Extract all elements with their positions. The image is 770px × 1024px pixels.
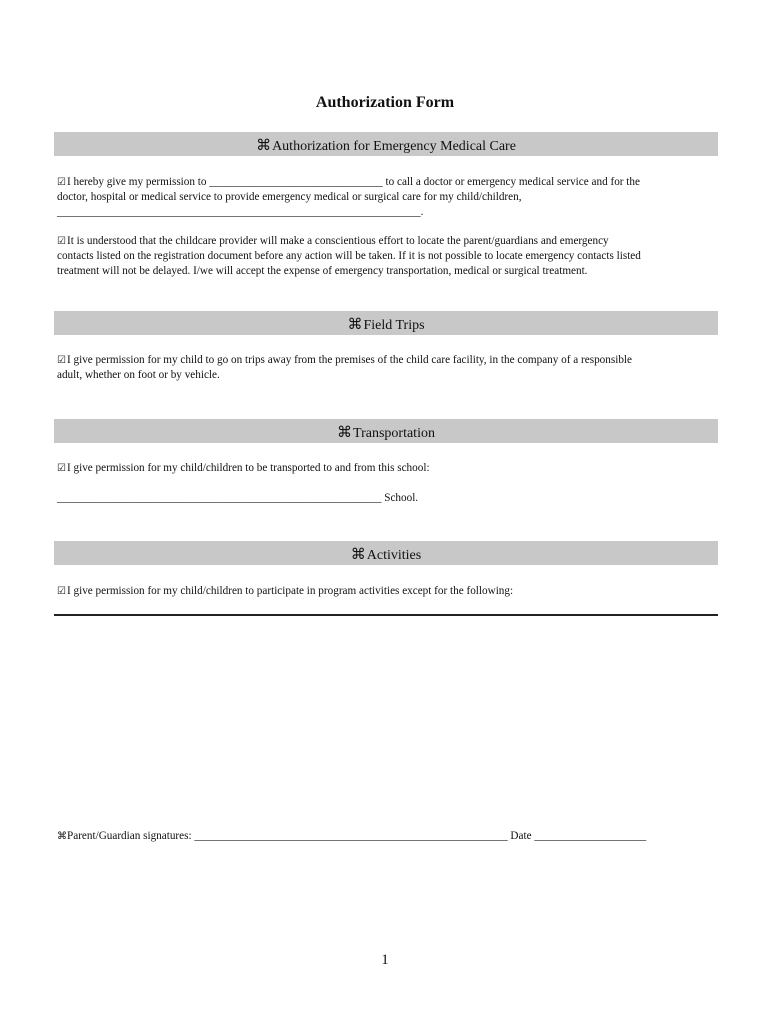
activities-paragraph <box>57 584 717 599</box>
checkbox-checked-icon: ☑ <box>57 586 66 597</box>
field-trips-paragraph <box>57 353 717 383</box>
section-header-transportation <box>54 419 718 443</box>
emergency-permission-paragraph <box>57 175 717 220</box>
command-icon: ⌘ <box>347 315 363 333</box>
divider <box>54 614 718 616</box>
command-icon: ⌘ <box>350 545 366 563</box>
understanding-line-1: It is understood that the childcare provider will make a conscientious effort to locate the parent/guardians and emergency <box>66 235 609 247</box>
page-number: 1 <box>381 952 389 968</box>
emergency-line-2: doctor, hospital or medical service to provide emergency medical or surgical care for my child/children, <box>57 191 522 203</box>
transportation-line-1: I give permission for my child/children to be transported to and from this school: <box>66 462 430 474</box>
signature-line <box>57 829 717 844</box>
activities-line-1: I give permission for my child/children to participate in program activities except for the following: <box>66 585 514 597</box>
emergency-understanding-paragraph <box>57 234 717 279</box>
command-icon: ⌘ <box>256 136 272 154</box>
section-header-activities <box>54 541 718 565</box>
section-header-field-trips <box>54 311 718 335</box>
checkbox-checked-icon: ☑ <box>57 177 66 188</box>
form-title: Authorization Form <box>315 94 455 111</box>
section-title-activities: Activities <box>366 548 422 563</box>
emergency-line-3: _________________________________________________________________. <box>57 206 424 218</box>
section-header-emergency <box>54 132 718 156</box>
signature-text: Parent/Guardian signatures: ________________________________________________________ Date ____________________ <box>67 830 647 842</box>
emergency-line-1: I hereby give my permission to _______________________________ to call a doctor or emergency medical service and for the <box>66 176 640 188</box>
understanding-line-3: treatment will not be delayed. I/we will accept the expense of emergency transportation, medical or surgical treatment. <box>57 265 588 277</box>
transportation-paragraph <box>57 461 717 476</box>
checkbox-checked-icon: ☑ <box>57 355 66 366</box>
checkbox-checked-icon: ☑ <box>57 236 66 247</box>
section-title-emergency: Authorization for Emergency Medical Care <box>272 139 516 154</box>
section-title-transportation: Transportation <box>353 426 435 441</box>
school-name-line: __________________________________________________________ School. <box>57 492 419 504</box>
checkbox-checked-icon: ☑ <box>57 463 66 474</box>
field-trips-line-2: adult, whether on foot or by vehicle. <box>57 369 220 381</box>
command-icon: ⌘ <box>337 423 353 441</box>
field-trips-line-1: I give permission for my child to go on trips away from the premises of the child care facility, in the company of a responsible <box>66 354 632 366</box>
understanding-line-2: contacts listed on the registration document before any action will be taken. If it is not possible to locate emergency contacts listed <box>57 250 641 262</box>
command-icon: ⌘ <box>57 831 67 842</box>
section-title-field-trips: Field Trips <box>363 318 425 333</box>
